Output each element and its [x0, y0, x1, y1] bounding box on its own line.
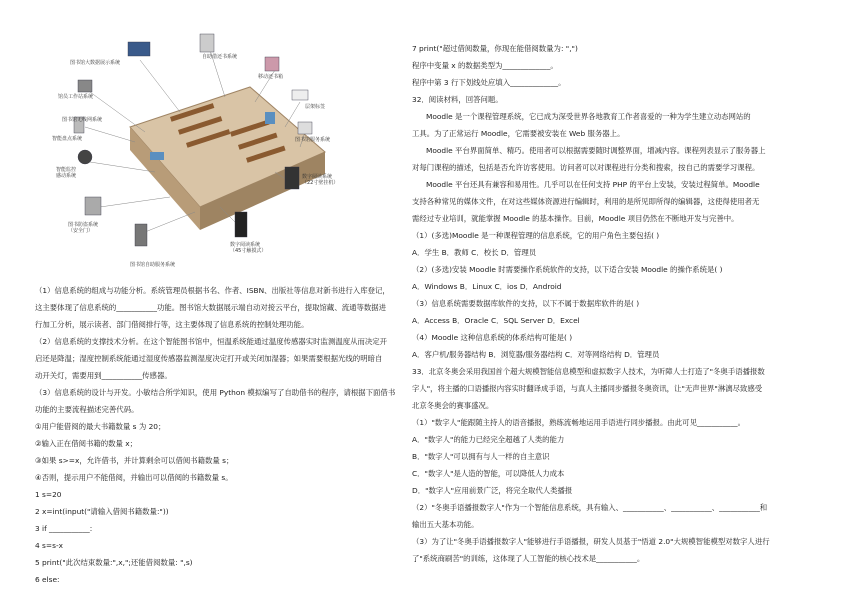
right-line-16: A．Access B．Oracle C．SQL Server D．Excel	[412, 316, 580, 325]
right-line-12: A．学生 B．教师 C．校长 D．管理员	[412, 248, 537, 257]
left-line-10: ③如果 s>=x，允许借书，并计算剩余可以借阅书籍数量 s；	[35, 456, 234, 465]
right-line-15: （3）信息系统需要数据库软件的支持，以下不属于数据库软件的是( )	[412, 299, 640, 308]
fig-label-6: 智能盘点系统	[52, 136, 83, 142]
right-line-5: 工具。为了正常运行 Moodle，它需要被安装在 Web 服务器上。	[412, 129, 625, 138]
fig-label-12: 图书馆自助服务系统	[130, 262, 176, 268]
right-line-4: Moodle 是一个课程管理系统，它已成为深受世界各地教育工作者喜爱的一种为学生建立动态网站的	[426, 112, 751, 121]
left-line-5: 动开关灯，需要用到___________传感器。	[35, 371, 172, 380]
right-line-1: 程序中变量 x 的数据类型为_____________。	[412, 61, 558, 70]
right-line-8: Moodle 平台还具有兼容和易用性。几乎可以在任何支持 PHP 的平台上安装，安装过程简单。Moodle	[426, 180, 760, 189]
left-line-2: 行加工分析，展示读者、部门借阅排行等，这主要体现了信息系统的控制处理功能。	[35, 320, 309, 329]
fig-label-2: 馆员工作站系统	[58, 94, 94, 100]
right-line-10: 需经过专业培训，就能掌握 Moodle 的基本操作。目前，Moodle 项目仍然在不断地开发与完善中。	[412, 214, 739, 223]
right-line-21: 北京冬奥会的赛事盛况。	[412, 401, 494, 410]
left-line-1: 这主要体现了信息系统的___________功能。图书馆大数据展示端自动对接云平台，提取馆藏、流通等数据进	[35, 303, 387, 312]
right-line-11: （1）(多选)Moodle 是一种课程管理的信息系统，它的用户角色主要包括( )	[412, 231, 660, 240]
right-line-13: （2）(多选)安装 Moodle 时需要操作系统软件的支持，以下适合安装 Moodle 的操作系统是( )	[412, 265, 723, 274]
fig-label-10: 图书防盗系统 （安全门）	[68, 222, 99, 234]
right-line-2: 程序中第 3 行下划线处应填入_____________。	[412, 78, 566, 87]
fig-label-9: 数字阅读系统 （22寸壁挂机）	[302, 174, 339, 186]
left-line-13: 2 x=int(input("请输入借阅书籍数量:"))	[35, 507, 169, 516]
left-line-12: 1 s=20	[35, 490, 62, 499]
right-line-14: A．Windows B．Linux C．ios D．Android	[412, 282, 562, 291]
fig-label-7: 图书馆服务系统	[295, 137, 331, 143]
right-line-29: （3）为了让"冬奥手语播报数字人"能够进行手语播报，研发人员基于"悟道 2.0"大规模智能模型对数字人进行	[412, 537, 770, 546]
left-line-17: 6 else:	[35, 575, 60, 584]
left-line-3: （2）信息系统的支撑技术分析。在这个智能图书馆中，恒温系统能通过温度传感器实时监测温度从而决定开	[35, 337, 388, 346]
fig-label-3: 移动还书箱	[258, 74, 284, 80]
right-line-30: 了"系统商刷苦"的训练，这体现了人工智能的核心技术是___________。	[412, 554, 645, 563]
left-line-0: （1）信息系统的组成与功能分析。系统管理员根据书名、作者、ISBN、出版社等信息对新书进行入库登记，	[35, 286, 390, 295]
right-line-0: 7 print("超过借阅数量，你现在能借阅数量为: ",")	[412, 44, 578, 53]
right-line-3: 32．阅读材料，回答问题。	[412, 95, 503, 104]
fig-label-0: 图书馆大数据展示系统	[70, 60, 121, 66]
left-line-6: （3）信息系统的设计与开发。小敏结合所学知识，使用 Python 模拟编写了自助借书的程序，请根据下面借书	[35, 388, 396, 397]
right-line-23: A．"数字人"的能力已经完全超越了人类的能力	[412, 435, 565, 444]
right-line-9: 支持各种常见的媒体文件，在对这些媒体资源进行编辑时，利用的是所见即所得的编辑器，这使得使用者无	[412, 197, 760, 206]
fig-label-8: 智能监控 感动系统	[56, 167, 77, 179]
right-line-24: B．"数字人"可以拥有与人一样的自主意识	[412, 452, 550, 461]
left-line-16: 5 print("此次结束数量:",x,";还能借阅数量: ",s)	[35, 558, 193, 567]
right-line-27: （2）"冬奥手语播报数字人"作为一个智能信息系统，具有输入、___________、___________、___________和	[412, 503, 768, 512]
left-line-7: 功能的主要流程描述完善代码。	[35, 405, 139, 414]
left-line-8: ①用户能借阅的最大书籍数量 s 为 20；	[35, 422, 166, 431]
fig-label-1: 自助借还书系统	[202, 54, 238, 60]
right-line-20: 字人"，将主播的口语播报内容实时翻译成手语，与真人主播同步播报冬奥资讯，让"无声世界"淋漓尽致感受	[412, 384, 763, 393]
right-line-25: C．"数字人"是人造的智能，可以降低人力成本	[412, 469, 565, 478]
right-line-19: 33．北京冬奥会采用我国首个超大规模智能信息模型和虚拟数字人技术，为听障人士打造了"冬奥手语播报数	[412, 367, 765, 376]
library-system-figure	[52, 32, 370, 277]
left-line-9: ②输入正在借阅书籍的数量 x；	[35, 439, 138, 448]
right-line-17: （4）Moodle 这种信息系统的体系结构可能是( )	[412, 333, 573, 342]
right-line-6: Moodle 平台界面简单、精巧。使用者可以根据需要随时调整界面，增减内容。课程列表显示了服务器上	[426, 146, 766, 155]
right-line-28: 输出五大基本功能。	[412, 520, 479, 529]
left-line-15: 4 s=s-x	[35, 541, 63, 550]
right-line-7: 对每门课程的描述，包括是否允许访客使用。访问者可以对课程进行分类和搜索，按自己的需要学习课程。	[412, 163, 760, 172]
right-line-18: A．客户机/服务器结构 B．浏览器/服务器结构 C．对等网络结构 D．管理员	[412, 350, 660, 359]
fig-label-4: 图书馆无线网系统	[62, 117, 103, 123]
library-diagram	[60, 32, 370, 277]
left-line-4: 启还是降温；湿度控制系统能通过湿度传感器监测湿度决定打开或关闭加湿器；如果需要根据光线的明暗自	[35, 354, 383, 363]
fig-label-5: 层架标签	[305, 104, 326, 110]
right-line-26: D．"数字人"应用前景广泛，将完全取代人类播报	[412, 486, 573, 495]
fig-label-11: 数字阅读系统 （45寸触摸式）	[230, 242, 267, 254]
left-line-14: 3 if ___________:	[35, 524, 93, 533]
left-line-11: ④否则，提示用户不能借阅，并输出可以借阅的书籍数量 s。	[35, 473, 233, 482]
right-line-22: （1）"数字人"能跟随主持人的语音播报，熟练流畅地运用手语进行同步播报。由此可见___________。	[412, 418, 745, 427]
